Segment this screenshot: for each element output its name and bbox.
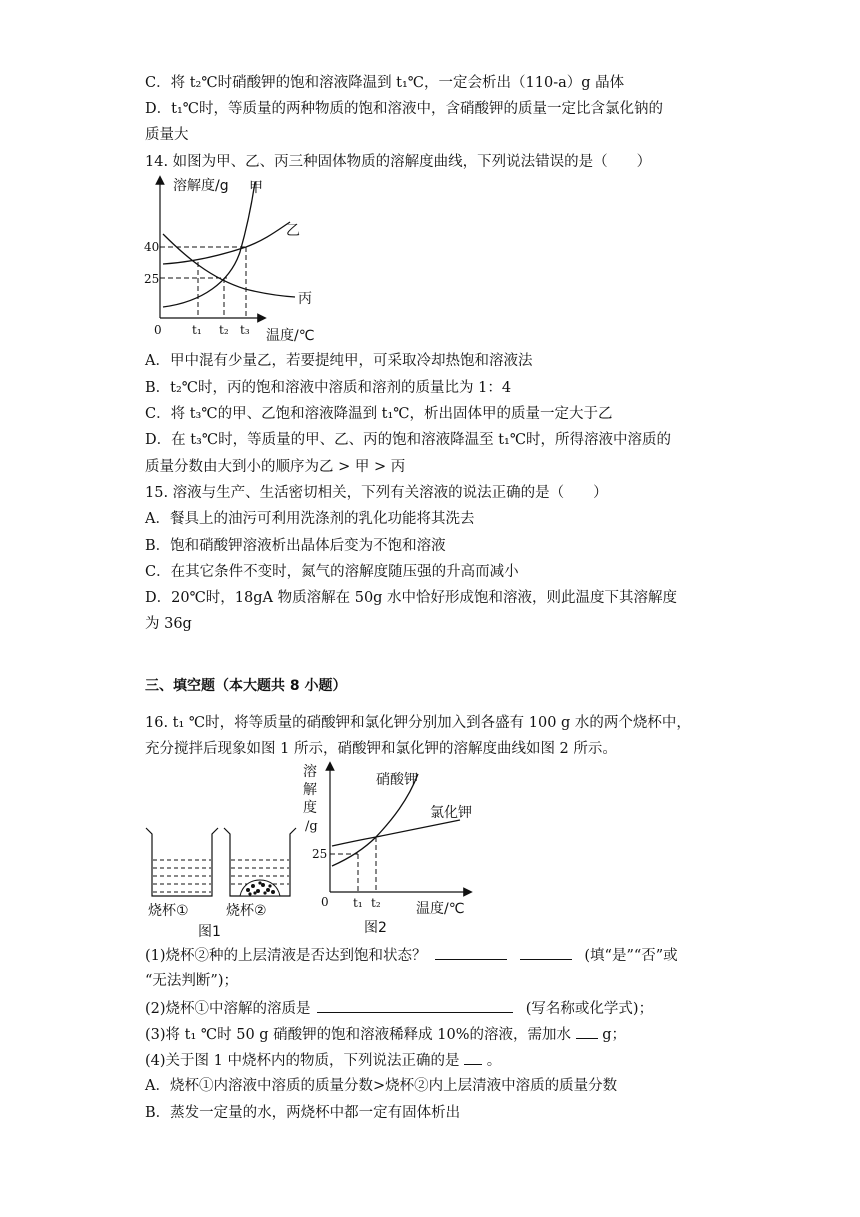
q16-xlabel: 温度/℃	[416, 901, 465, 917]
q16-sub3-blank[interactable]	[576, 1022, 598, 1039]
q14-curve-yi	[163, 222, 290, 264]
q14-xlabel: 温度/℃	[266, 328, 315, 344]
q16-ylabel-char-3: 度	[303, 800, 317, 816]
q14-label-yi: 乙	[286, 223, 300, 239]
q15-option-a: A．餐具上的油污可利用洗涤剂的乳化功能将其洗去	[145, 511, 475, 527]
q13-option-d: D．t₁℃时，等质量的两种物质的饱和溶液中，含硝酸钾的质量一定比含氯化钠的	[145, 101, 663, 117]
q14-label-bing: 丙	[298, 291, 312, 307]
q14-xtick-t2: t₂	[219, 323, 229, 337]
q16-sub4-text: (4)关于图 1 中烧杯内的物质，下列说法正确的是	[145, 1053, 460, 1069]
section-3-heading: 三、填空题（本大题共 8 小题）	[145, 678, 347, 694]
q14-option-d-continued: 质量分数由大到小的顺序为乙 > 甲 > 丙	[145, 459, 406, 475]
q16-sub1-hint: (填“是”“否”或	[584, 948, 678, 964]
q14-curve-bing	[163, 234, 295, 297]
q16-sub3-unit: g；	[602, 1027, 627, 1043]
q16-origin: 0	[321, 895, 329, 909]
q16-label-kcl: 氯化钾	[430, 805, 472, 821]
q16-ylabel-char-1: 溶	[303, 764, 317, 780]
beaker-2-label: 烧杯②	[226, 903, 267, 919]
q14-option-d: D．在 t₃℃时，等质量的甲、乙、丙的饱和溶液降温至 t₁℃时，所得溶液中溶质的	[145, 432, 672, 448]
q13-option-c: C．将 t₂℃时硝酸钾的饱和溶液降温到 t₁℃，一定会析出（110-a）g 晶体	[145, 75, 625, 91]
q16-stem: 16. t₁ ℃时，将等质量的硝酸钾和氯化钾分别加入到各盛有 100 g 水的两个烧杯中，	[145, 715, 691, 731]
q16-figure-2	[300, 760, 480, 940]
q14-option-a: A．甲中混有少量乙，若要提纯甲，可采取冷却热饱和溶液法	[145, 353, 533, 369]
q15-option-c: C．在其它条件不变时，氮气的溶解度随压强的升高而减小	[145, 564, 519, 580]
q16-sub4-end: 。	[486, 1053, 502, 1069]
undissolved-solid	[240, 880, 280, 896]
q14-stem: 14. 如图为甲、乙、丙三种固体物质的溶解度曲线，下列说法错误的是（ ）	[145, 154, 652, 170]
figure-1-caption: 图1	[198, 924, 221, 940]
q16-sub2-hint: (写名称或化学式)；	[525, 1001, 654, 1017]
q15-stem: 15. 溶液与生产、生活密切相关，下列有关溶液的说法正确的是（ ）	[145, 485, 608, 501]
q16-sub1	[145, 943, 678, 968]
q14-origin: 0	[154, 323, 162, 337]
q14-ylabel: 溶解度/g	[173, 178, 229, 194]
q14-ytick-40: 40	[144, 240, 160, 254]
figure-2-caption: 图2	[364, 920, 387, 936]
q16-xtick-t1: t₁	[353, 896, 363, 910]
q14-xtick-t1: t₁	[192, 323, 202, 337]
q14-ytick-25: 25	[144, 272, 160, 286]
q16-curve-kcl	[332, 820, 460, 846]
q16-option-a: A．烧杯①内溶液中溶质的质量分数>烧杯②内上层清液中溶质的质量分数	[145, 1078, 618, 1094]
q16-label-kno3: 硝酸钾	[376, 772, 418, 788]
q14-xtick-t3: t₃	[240, 323, 250, 337]
q14-option-c: C．将 t₃℃的甲、乙饱和溶液降温到 t₁℃，析出固体甲的质量一定大于乙	[145, 406, 613, 422]
q16-sub2-text: (2)烧杯①中溶解的溶质是	[145, 1001, 311, 1017]
q16-ylabel-char-2: 解	[303, 782, 317, 798]
q16-sub3	[145, 1022, 626, 1047]
q16-option-b: B．蒸发一定量的水，两烧杯中都一定有固体析出	[145, 1105, 461, 1121]
q16-ylabel-char-4: /g	[305, 819, 318, 834]
q16-sub4	[145, 1048, 501, 1073]
q16-sub2	[145, 996, 653, 1021]
beaker-1	[146, 828, 218, 896]
q16-sub1-hint-continued: “无法判断”)；	[145, 973, 238, 989]
q16-sub4-blank[interactable]	[464, 1048, 482, 1065]
q13-option-d-continued: 质量大	[145, 127, 189, 143]
q16-sub2-blank[interactable]	[317, 996, 513, 1013]
q15-option-d: D．20℃时，18gA 物质溶解在 50g 水中恰好形成饱和溶液，则此温度下其溶解度	[145, 590, 678, 606]
q16-sub3-text: (3)将 t₁ ℃时 50 g 硝酸钾的饱和溶液稀释成 10%的溶液，需加水	[145, 1027, 572, 1043]
q15-option-b: B．饱和硝酸钾溶液析出晶体后变为不饱和溶液	[145, 538, 446, 554]
q15-option-d-continued: 为 36g	[145, 616, 192, 632]
q14-option-b: B．t₂℃时，丙的饱和溶液中溶质和溶剂的质量比为 1：4	[145, 380, 512, 396]
beaker-1-label: 烧杯①	[148, 903, 189, 919]
q16-xtick-t2: t₂	[371, 896, 381, 910]
q16-sub1-text: (1)烧杯②种的上层清液是否达到饱和状态？	[145, 948, 427, 964]
q14-solubility-graph	[140, 172, 360, 347]
q16-sub1-blank-1[interactable]	[435, 943, 507, 960]
q16-stem-continued: 充分搅拌后现象如图 1 所示，硝酸钾和氯化钾的溶解度曲线如图 2 所示。	[145, 741, 617, 757]
q16-sub1-blank-2[interactable]	[520, 943, 572, 960]
q16-ytick-25: 25	[312, 847, 328, 861]
q16-figure-1	[140, 820, 300, 940]
q14-label-jia: 甲	[249, 180, 263, 196]
